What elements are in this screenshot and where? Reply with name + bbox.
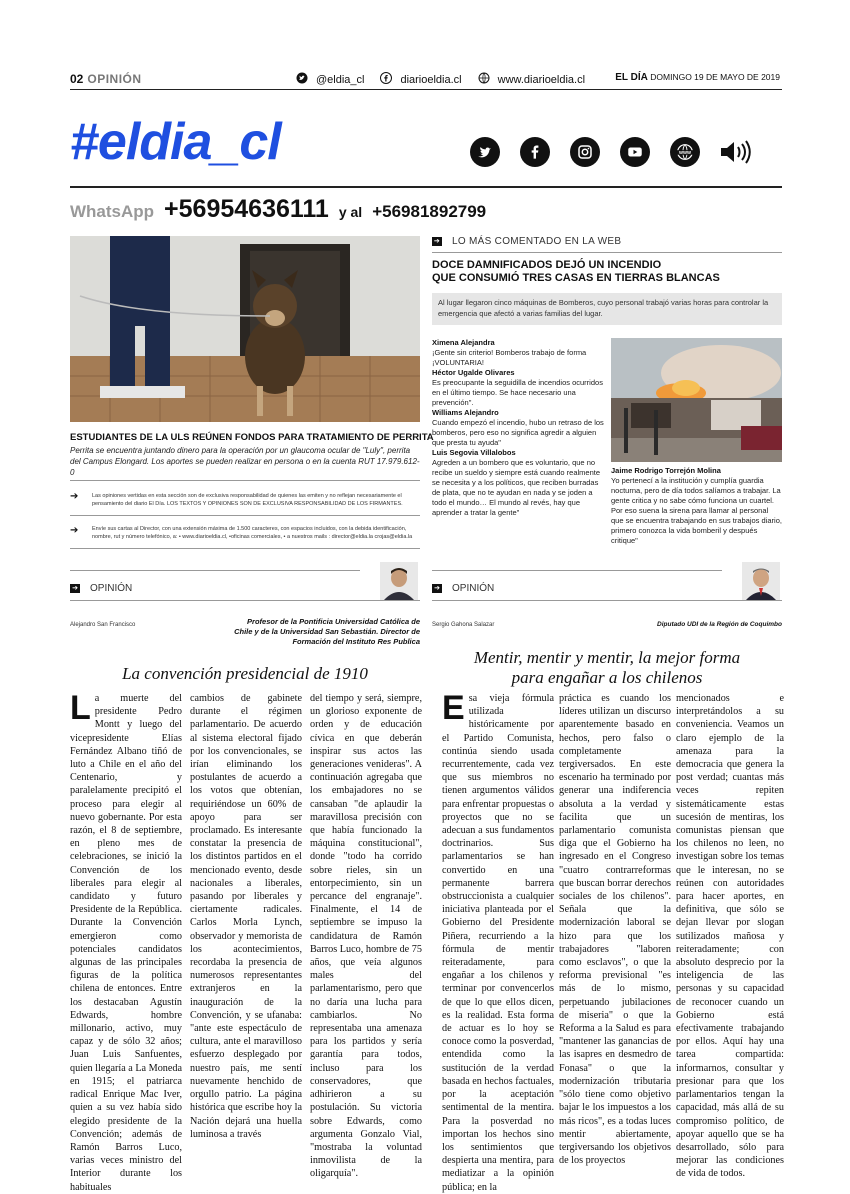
- column-text: a muerte del presidente Pedro Montt y luego del vicepresidente Elías Fernández Albano tiñó de luto a Chile en el año del Centenario, y paralelamente precipitó el proceso para elegir al nuevo gobernante. Por esta razón, el 8 de septiembre, en pleno mes de celebraciones, se inició la Convención de los liberales para elegir al candidato y futuro Presidente de la República. Durante la Convención emergieron como potenciales candidatos algunas de las principales figuras de la política chilena de entonces. Entre los destacaban Agustín Edwards, hombre millonario, activo, muy capaz y de sólo 32 años; Juan Luis Sanfuentes, quien llegaría a La Moneda en 1915; el patriarca radical Enrique Mac Iver, quien a su vez había sido elegido presidente de la Convención; además de Ramón Barros Luco, varias veces ministro del Interior durante los habituales: [70, 693, 183, 1193]
- opinion-left-label-text: OPINIÓN: [90, 583, 133, 594]
- comment-item: [432, 368, 606, 408]
- photo-story-caption: Perrita se encuentra juntando dinero para la operación por un glaucoma ocular de "Luly", perrita del Campus Elongard. Los aportes se pueden realizar en persona o en la cuenta RUT 17.979.612-0: [70, 446, 420, 477]
- comment-text: Cuando empezó el incendio, hubo un retraso de los bomberos, pero eso no significa agredir a alguien que presta tu ayuda": [432, 418, 604, 447]
- comment-author: Jaime Rodrigo Torrejón Molina: [611, 466, 721, 475]
- web-section-label: LO MÁS COMENTADO EN LA WEB: [452, 236, 622, 247]
- opinion-right-rule-2: [432, 600, 782, 601]
- opinion-right-col-1: [442, 689, 555, 1194]
- page-number-text: 02: [70, 72, 84, 86]
- issue-date: DOMINGO 19 DE MAYO DE 2019: [650, 72, 780, 82]
- notes-rule-3: [70, 548, 420, 549]
- opinion-left-title: La convención presidencial de 1910: [122, 664, 368, 683]
- twitter-handle[interactable]: @eldia_cl: [316, 73, 365, 86]
- whatsapp-number-2[interactable]: +56981892799: [372, 202, 487, 221]
- arrow-right-icon: ➔: [70, 525, 79, 536]
- arrow-right-icon: ➔: [433, 237, 441, 245]
- opinion-left-col-1: [70, 689, 183, 1194]
- brand-hashtag: #eldia_cl: [70, 113, 281, 171]
- social-icons: [470, 137, 750, 167]
- opinion-right-author: Sergio Gahona Salazar: [432, 622, 495, 628]
- arrow-right-icon: ➔: [70, 491, 79, 502]
- web-lead: Al lugar llegaron cinco máquinas de Bomberos, cuyo personal trabajó varias horas para controlar la emergencia que afectó a varias familias del lugar.: [432, 293, 782, 325]
- web-headline-line-2: QUE CONSUMIÓ TRES CASAS EN TIERRAS BLANCAS: [432, 272, 720, 284]
- web-section-header: [432, 236, 621, 247]
- globe-icon: [478, 72, 490, 87]
- notes-rule-2: [70, 515, 420, 516]
- author-photo-right: [742, 562, 780, 600]
- whatsapp-number-1[interactable]: +56954636111: [164, 195, 329, 223]
- facebook-icon[interactable]: [520, 137, 550, 167]
- header-contacts: [296, 72, 585, 87]
- comment-text: Agreden a un bombero que es voluntario, que no recibe un sueldo y siempre está cuando realmente se necesita y a los políticos, que reciben burradas de plata, que no te ayudan en nada y se joden a todo el mundo… El mundo al revés, hay que aprender a tratar la gente": [432, 458, 601, 517]
- opinion-left-rule: [70, 570, 360, 571]
- facebook-icon: [380, 72, 392, 87]
- arrow-right-icon: ➔: [70, 584, 80, 593]
- opinion-left-col-2: cambios de gabinete durante el régimen parlamentario. De acuerdo al sistema electoral fijado por los convencionales, se irían eliminando los postulantes de acuerdo a los votos que obtenían, requiriéndose un 60% de apoyo para ser proclamado. Es interesante constatar la presencia de los distintos partidos en el mencionado evento, desde nacionales a liberales, pasando por liberales y ciertamente radicales. Carlos Morla Lynch, observador y memorista de los acontecimientos, recordaba la presencia de numerosos representantes extranjeros en la inauguración de la Convención, y se ufanaba: "ante este espectáculo de cultura, ante el maravilloso esfuerzo desplegado por nuestro país, me sentí nuevamente henchido de orgullo patrio. La página histórica que escribe hoy la Nación dejará una huella luminosa a través: [190, 693, 302, 1140]
- opinion-left-author: Alejandro San Francisco: [70, 622, 136, 628]
- brand-rule: [70, 186, 782, 188]
- opinion-right-label-text: OPINIÓN: [452, 583, 495, 594]
- arrow-right-icon: ➔: [432, 584, 442, 593]
- paper-name: EL DÍA: [615, 72, 648, 83]
- opinion-right-col-3: mencionados e interpretándolos a su conveniencia. Veamos un claro ejemplo de la amenaza para la democracia que genera la post verdad; cuantas más veces repiten sistemáticamente estas sucesión de mentiras, los comunistas piensan que los chilenos no leen, no investigan sobre los temas que le interesan, no se reúnen con autoridades para hacer aportes, en definitiva, que sólo se dejan llevar por slogan sutilizados mañosa y reiteradamente; con absoluto desprecio por la inteligencia de las personas y su capacidad de reconocer cuando un Gobierno está efectivamente trabajando por ellos. Aquí hay una tarea compartida: informarnos, consultar y presionar para que los parlamentarios tengan la capacidad, más allá de su compromiso político, de apoyar aquello que se ha desarrollado, sólo para mejorar las condiciones de vida de todos.: [676, 693, 784, 1180]
- youtube-icon[interactable]: [620, 137, 650, 167]
- fire-photo: [611, 338, 782, 462]
- comment-author: Héctor Ugalde Olivares: [432, 368, 515, 377]
- page-number: [70, 72, 142, 86]
- dog-photo: [70, 236, 420, 422]
- opinion-right-title-line-1: Mentir, mentir y mentir, la mejor forma: [473, 648, 741, 667]
- comment-text: Yo pertenecí a la institución y cumplía guardia nocturna, pero de día todos salíamos a trabajar. La gente critica y no sabe cómo funciona un cuartel. Por eso suena la sirena para llamar al personal que se encuentra trabajando en sus trabajos diario, primero conozca la vida bomberil y después critique": [611, 476, 782, 545]
- comment-author: Luis Segovia Villalobos: [432, 448, 516, 457]
- instagram-icon[interactable]: [570, 137, 600, 167]
- web-rule: [432, 252, 782, 253]
- svg-text:WWW: WWW: [679, 150, 691, 156]
- author-photo-left: [380, 562, 418, 600]
- whatsapp-label: WhatsApp: [70, 202, 155, 221]
- opinion-right-col-2: práctica es cuando los líderes utilizan un discurso aparentemente basado en hechos, pero falso o completamente tergiversados. En este escenario ha terminado por generar una indiferencia absoluta a la verdad y facilita que un parlamentario comunista diga que el Gobierno ha ingresado en el Congreso "cuatro contrarreformas que buscan borrar derechos sociales de los chilenos". Señala que la modernización laboral se hizo para que los trabajadores "laboren como esclavos", o que la reforma previsional "es más de lo mismo, perpetuando jubilaciones de miseria" o que la Reforma a la Salud es para "mantener las ganancias de las isapres en desmedro de Fonasa" o que la modernización tributaria "sólo tiene como objetivo bajar le los impuestos a los más ricos", es a todas luces mentir abiertamente, tergiversando los objetivos de los proyectos: [559, 693, 671, 1167]
- comment-text: Es preocupante la seguidilla de incendios ocurridos en el último tiempo. Se hace necesario una prevención".: [432, 378, 603, 407]
- facebook-page[interactable]: diarioeldia.cl: [400, 73, 462, 86]
- opinion-left-credentials: Profesor de la Pontificia Universidad Católica de Chile y de la Universidad San Sebastián. Director de Formación del Instituto Res Publica: [234, 617, 420, 646]
- section-name: OPINIÓN: [87, 72, 142, 86]
- opinion-left-col-3: del tiempo y será, siempre, un glorioso exponente de orden y de educación cívica en que deberán inspirar sus actos las generaciones venideras". A continuación agregaba que los embajadores no se cansaban "de aplaudir la maravillosa precisión con que había funcionado la máquina constitucional", donde "todo ha corrido sobre rieles, sin un entorpecimiento, sin un percance del engranaje". Finalmente, el 14 de septiembre se impuso la candidatura de Ramón Barros Luco, hombre de 75 años, que veía algunos males del parlamentarismo, pero que no daría una lucha para cambiarlos. No representaba una amenaza para los partidos y sería garantía para todos, incluso para los conservadores, que adhirieron a su postulación. Su victoria sobre Edwards, como argumenta Gonzalo Vial, "mostraba la voluntad inmovilista de la oligarquía".: [310, 693, 422, 1180]
- twitter-icon[interactable]: [470, 137, 500, 167]
- comment-item: [432, 338, 606, 368]
- comments-list: [432, 338, 606, 518]
- disclaimer-note: Las opiniones vertidas en esta sección son de exclusiva responsabilidad de quienes las emiten y no reflejan necesariamente el pensamiento del diario El Día. LOS TEXTOS Y OPINIONES SON DE EXCLUSIVA RESPONSABILIDAD DE LOS FIRMANTES.: [92, 493, 403, 507]
- opinion-right-credentials: Diputado UDI de la Región de Coquimbo: [657, 621, 782, 628]
- comment-author: Williams Alejandro: [432, 408, 499, 417]
- comment-author: Ximena Alejandra: [432, 338, 495, 347]
- speaker-icon[interactable]: [720, 137, 750, 167]
- header-date: [615, 72, 780, 83]
- opinion-right-title-line-2: para engañar a los chilenos: [511, 668, 703, 687]
- web-headline-line-1: DOCE DAMNIFICADOS DEJÓ UN INCENDIO: [432, 259, 662, 271]
- twitter-icon: [296, 72, 308, 87]
- opinion-left-label: [70, 583, 132, 594]
- opinion-right-title: [432, 648, 782, 688]
- notes-rule-1: [70, 480, 420, 481]
- dropcap: E: [442, 689, 465, 727]
- www-icon[interactable]: [670, 137, 700, 167]
- header-rule: [70, 89, 782, 90]
- letters-note: Envíe sus cartas al Director, con una extensión máxima de 1.500 caracteres, con espacios incluidos, con la debida identificación, nombre, rut y número telefónico, a: • www.diarioeldia.cl, •oficinas comerciales, • a nuestros mails : director@eldia.la crojas@eldia.la: [92, 526, 413, 540]
- comment-item: [432, 408, 606, 448]
- opinion-right-label: [432, 583, 494, 594]
- web-headline[interactable]: [432, 259, 782, 285]
- whatsapp-and: y al: [338, 204, 363, 220]
- comment-text: ¡Gente sin criterio! Bomberos trabajo de forma ¡VOLUNTARIA!: [432, 348, 587, 367]
- photo-story-title: ESTUDIANTES DE LA ULS REÚNEN FONDOS PARA TRATAMIENTO DE PERRITA: [70, 432, 434, 443]
- column-text: sa vieja fórmula utilizada históricamente por el Partido Comunista, continúa siendo usada recurrentemente, cada vez que sus miembros no tienen argumentos válidos para enfrentar propuestas o proyectos que no se adecuan a sus fundamentos doctrinarios. Sus parlamentarios se han convertido en una permanente barrera obstruccionista a cualquier iniciativa planteada por el Gobierno del Presidente Piñera, recurriendo a la fórmula de mentir reiteradamente, para engañar a los chilenos y terminar por convencerlos de que lo que ellos dicen, es la realidad. Esta forma de actuar es lo hoy se conoce como la posverdad, entendida como la sustitución de la verdad basada en hechos factuales, por la aceptación sentimental de la mentira. Para la posverdad no importan los hechos sino los sentimientos que despierta una mentira, para mediatizar a la opinión pública; en la: [442, 693, 555, 1193]
- whatsapp-row: [70, 195, 486, 224]
- dropcap: L: [70, 689, 91, 727]
- opinion-left-rule-2: [70, 600, 420, 601]
- comment-item: [432, 448, 606, 518]
- comment-item: [611, 466, 782, 546]
- website-link[interactable]: www.diarioeldia.cl: [497, 73, 586, 86]
- opinion-right-rule: [432, 570, 722, 571]
